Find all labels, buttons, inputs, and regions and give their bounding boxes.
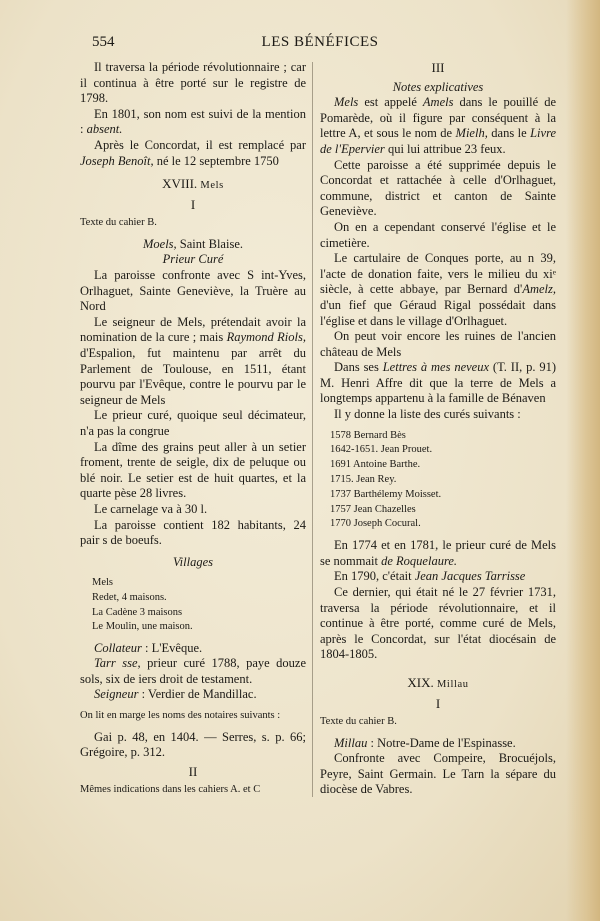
list-item: 1578 Bernard Bès	[330, 429, 406, 441]
section-heading-millau: XIX. Millau	[407, 674, 469, 690]
list-item: Le Moulin, une maison.	[92, 621, 193, 633]
tarrisse-line: Tarr sse, prieur curé 1788, paye douze sols, six de iers droit de testament.	[80, 656, 306, 686]
subsection-number: III	[431, 60, 445, 75]
list-item: 1642-1651. Jean Prouet.	[330, 444, 433, 456]
paragraph: Dans ses Lettres à mes neveux (T. II, p. 91) M. Henri Affre dit que la terre de Mels a longtemps appartenu à la famille de Bénaven	[320, 360, 557, 406]
collateur-line: Collateur : L'Evêque.	[94, 640, 203, 655]
left-column	[80, 60, 306, 798]
paragraph: Le seigneur de Mels, prétendait avoir la nomination de la cure ; mais Raymond Riols, d'Espalion, fut maintenu par arrêt du Parlement de Toulouse, en 1511, étant pourvu par l'Evêque, contre le pourvu par le seigneur de Mels	[80, 314, 306, 407]
paragraph: Millau : Notre-Dame de l'Espinasse.	[334, 735, 516, 750]
paragraph: Mels est appelé Amels dans le pouillé de Pomarède, où il figure par conséquent à la lettre A, et sous le nom de Mielh, dans le Livre de l'Epervier qui lui attribue 23 feux.	[320, 95, 557, 156]
subsection-number: II	[188, 763, 198, 779]
notaires-line: Gai p. 48, en 1404. — Serres, s. p. 66; Grégoire, p. 312.	[80, 729, 306, 760]
list-item: Mels	[92, 577, 113, 589]
paragraph: La dîme des grains peut aller à un setier froment, trente de seigle, dix de peluque ou blé noir. Le setier est de huit quartes, et la quarte pèse 28 livres.	[80, 439, 306, 501]
parish-heading: Moels, Saint Blaise.	[142, 236, 243, 251]
list-item: 1715. Jean Rey.	[330, 474, 397, 486]
paragraph: La paroisse contient 182 habitants, 24 pair s de boeufs.	[80, 517, 306, 548]
notes-heading: Notes explicatives	[392, 79, 484, 94]
source-note: Texte du cahier B.	[320, 716, 397, 728]
paragraph: On en a cependant conservé l'église et le cimetière.	[320, 219, 556, 250]
list-item: Redet, 4 maisons.	[92, 591, 167, 603]
villages-list	[80, 576, 306, 634]
list-item: 1737 Barthélemy Moisset.	[330, 488, 442, 500]
paragraph: En 1774 et en 1781, le prieur curé de Mels se nommait de Roquelaure.	[320, 538, 556, 568]
running-title: LES BÉNÉFICES	[261, 34, 379, 50]
cures-list	[320, 429, 556, 533]
paragraph: Il traversa la période révolutionnaire ; car il continua à être porté sur le registre de 1798.	[80, 60, 306, 106]
list-item: 1757 Jean Chazelles	[330, 503, 416, 515]
paragraph: Le prieur curé, quoique seul décimateur, n'a pas la congrue	[80, 408, 306, 438]
paragraph: La paroisse confronte avec S int-Yves, Orlhaguet, Sainte Geneviève, la Truère au Nord	[80, 268, 306, 314]
page-number: 554	[92, 34, 115, 50]
paragraph: En 1790, c'était Jean Jacques Tarrisse	[334, 569, 526, 584]
column-divider	[312, 62, 313, 797]
paragraph: Le cartulaire de Conques porte, au n 39, l'acte de donation faite, vers le milieu du xiᵉ siècle, à cette abbaye, par Bernard d'Amelz, d'un fief que Géraud Rigal possédait dans l'église et dans le village d'Orlhaguet.	[320, 251, 556, 328]
paragraph: Confronte avec Compeire, Brocuéjols, Peyre, Saint Germain. Le Tarn la sépare du diocèse de Vabres.	[320, 751, 556, 797]
margin-note: On lit en marge les noms des notaires suivants :	[80, 710, 281, 722]
paragraph: Cette paroisse a été supprimée depuis le Concordat et rattachée à celle d'Orlhaguet, commune, district et canton de Sainte Geneviève.	[320, 157, 556, 219]
seigneur-line: Seigneur : Verdier de Mandillac.	[94, 687, 257, 702]
right-column	[320, 60, 556, 798]
page-edge-stain	[566, 0, 600, 921]
paragraph: On peut voir encore les ruines de l'ancien château de Mels	[320, 329, 556, 359]
paragraph: En 1801, son nom est suivi de la mention : absent.	[80, 106, 306, 137]
paragraph: Il y donne la liste des curés suivants :	[334, 407, 521, 422]
list-item: 1691 Antoine Barthe.	[330, 459, 421, 471]
paragraph: Le carnelage va à 30 l.	[94, 501, 208, 516]
paragraph: Ce dernier, qui était né le 27 février 1731, traversa la période révolutionnaire, et il continue à être porté, comme curé de Mels, après le Concordat, sur l'état diocésain de 1804-1805.	[320, 585, 556, 662]
paragraph: Après le Concordat, il est remplacé par Joseph Benoît, né le 12 septembre 1750	[80, 137, 306, 168]
source-note: Mêmes indications dans les cahiers A. et C	[80, 784, 261, 796]
prieur-cure-heading: Prieur Curé	[162, 252, 224, 267]
subsection-number: I	[435, 695, 441, 711]
subsection-number: I	[190, 196, 196, 212]
page-header	[92, 34, 548, 54]
section-heading-mels: XVIII. Mels	[162, 176, 224, 192]
source-note: Texte du cahier B.	[80, 217, 157, 229]
villages-heading: Villages	[172, 554, 214, 569]
list-item: La Cadène 3 maisons	[92, 606, 183, 618]
list-item: 1770 Joseph Cocural.	[330, 518, 421, 530]
